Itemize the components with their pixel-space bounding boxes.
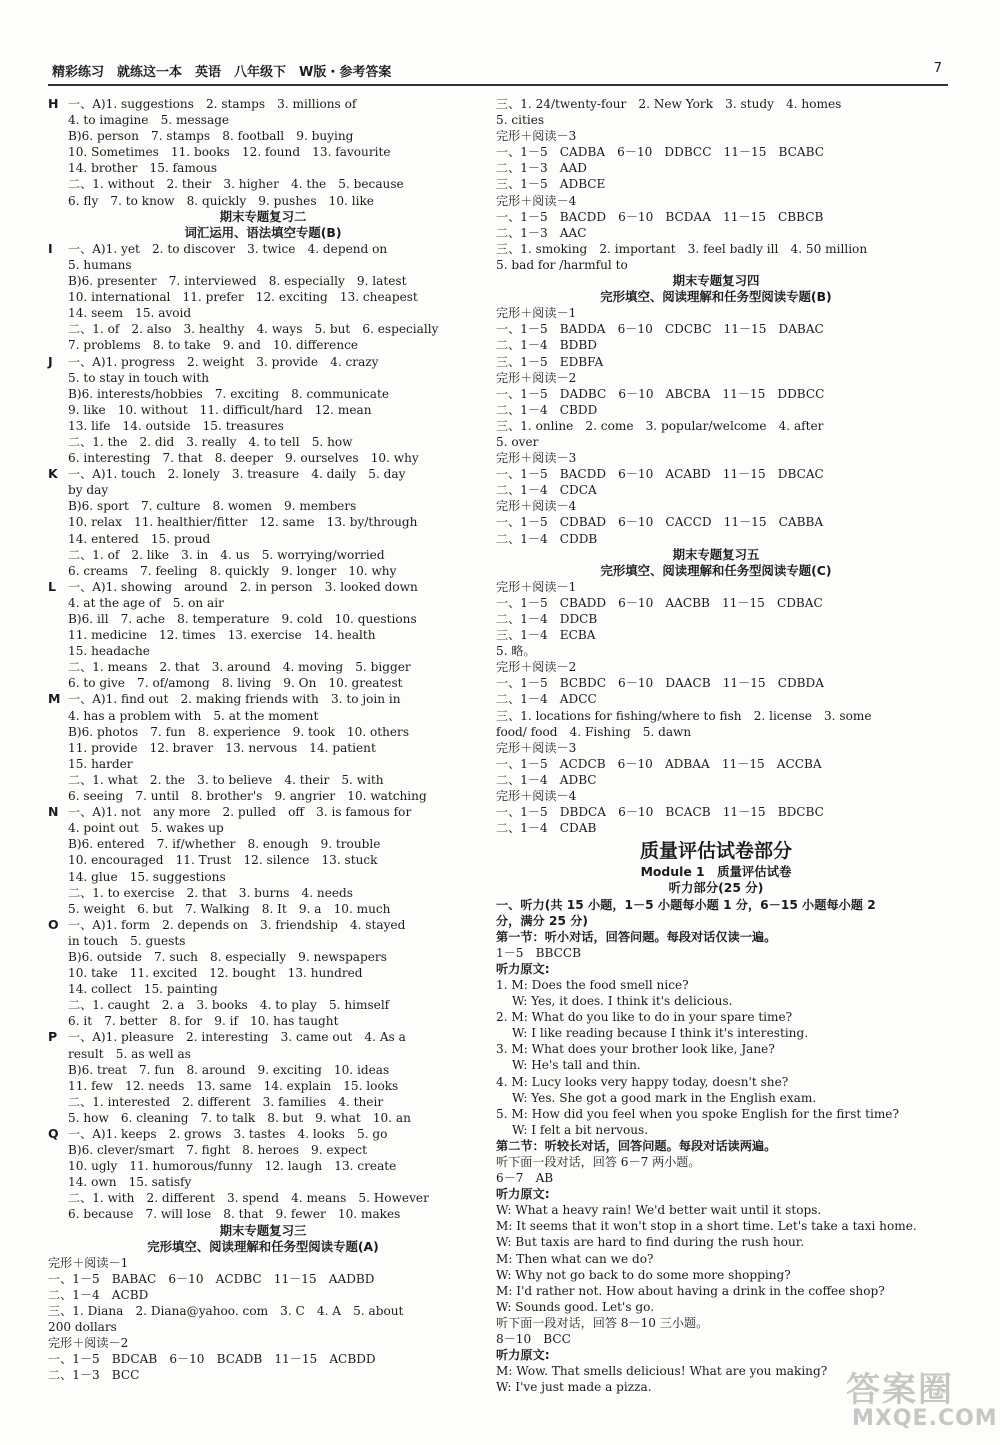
answer-line: in touch 5. guests — [68, 933, 186, 948]
answer-block-p — [48, 1029, 478, 1126]
answer-line: 三、1－4 ECBA — [496, 628, 596, 643]
answer-line: 一、1－5 CADBA 6－10 DDBCC 11－15 BCABC — [496, 145, 824, 160]
answer-line: 完形＋阅读－4 — [496, 193, 577, 208]
answer-line: B)6. presenter 7. interviewed 8. especially 9. latest — [68, 274, 407, 289]
page-header — [48, 58, 948, 80]
answer-line: 9. like 10. without 11. difficult/hard 12. mean — [68, 402, 372, 417]
answer-line: 二、1－4 CDDB — [496, 531, 598, 546]
answer-line: 10. relax 11. healthier/fitter 12. same 13. by/through — [68, 515, 418, 530]
answer-line: 3. M: What does your brother look like, Jane? — [496, 1042, 775, 1057]
answer-line: result 5. as well as — [68, 1046, 191, 1061]
answer-line: B)6. outside 7. such 8. especially 9. newspapers — [68, 949, 387, 964]
answer-line: 5. 略。 — [496, 644, 536, 659]
answer-line: 第二节：听较长对话，回答问题。每段对话读两遍。 — [496, 1138, 777, 1153]
answer-line: 11. medicine 12. times 13. exercise 14. health — [68, 628, 376, 643]
answer-block-l — [48, 579, 478, 692]
heading-line: 期末专题复习二 — [219, 208, 307, 224]
block-letter: O — [48, 916, 59, 932]
answer-line: 三、1. smoking 2. important 3. feel badly ill 4. 50 million — [496, 241, 868, 256]
page-number: 7 — [933, 61, 942, 76]
answer-line: 完形＋阅读－3 — [496, 740, 577, 755]
answer-line: 一、1－5 BADDA 6－10 CDCBC 11－15 DABAC — [496, 322, 824, 337]
answer-line: 6. fly 7. to know 8. quickly 9. pushes 10. like — [68, 193, 374, 208]
answer-line: 二、1. interested 2. different 3. families 4. their — [68, 1094, 384, 1109]
watermark-url: MXQE.COM — [852, 1406, 998, 1431]
answer-line: 5. how 6. cleaning 7. to talk 8. but 9. what 10. an — [68, 1110, 411, 1125]
answer-line: 二、1. caught 2. a 3. books 4. to play 5. himself — [68, 998, 390, 1013]
section-heading — [496, 864, 936, 896]
answer-line: 一、1－5 ACDCB 6－10 ADBAA 11－15 ACCBA — [496, 756, 822, 771]
block-letter: N — [48, 804, 59, 820]
answer-line: 4. has a problem with 5. at the moment — [68, 708, 319, 723]
answer-line: 完形＋阅读－3 — [496, 451, 577, 466]
answer-line: 5. M: How did you feel when you spoke English for the first time? — [496, 1106, 899, 1121]
answer-line: 一、1－5 BACDD 6－10 BCDAA 11－15 CBBCB — [496, 209, 824, 224]
answer-line: 二、1－3 AAD — [496, 161, 587, 176]
answer-line: W: But taxis are hard to find during the rush hour. — [496, 1235, 805, 1250]
answer-line: M: Then what can we do? — [496, 1251, 654, 1266]
answer-line: 200 dollars — [48, 1320, 117, 1335]
answer-line: 14. brother 15. famous — [68, 161, 218, 176]
answer-line: 6. interesting 7. that 8. deeper 9. ourselves 10. why — [68, 451, 419, 466]
answer-line: 一、1－5 BCBDC 6－10 DAACB 11－15 CDBDA — [496, 676, 824, 691]
answer-line: 一、A)1. find out 2. making friends with 3. to join in — [68, 692, 401, 707]
answer-line: B)6. interests/hobbies 7. exciting 8. communicate — [68, 386, 389, 401]
answer-line: W: What a heavy rain! We'd better wait until it stops. — [496, 1203, 822, 1218]
answer-line: 三、1. Diana 2. Diana@yahoo. com 3. C 4. A 5. about — [48, 1304, 404, 1319]
answer-line: 一、1－5 BABAC 6－10 ACDBC 11－15 AADBD — [48, 1271, 375, 1286]
answer-block-k — [48, 466, 478, 579]
section-heading — [48, 1223, 478, 1255]
answer-block-h — [48, 96, 478, 209]
answer-line: 6－7 AB — [496, 1171, 554, 1186]
answer-line: B)6. sport 7. culture 8. women 9. members — [68, 499, 357, 514]
answer-line: 完形＋阅读－1 — [496, 579, 577, 594]
answer-line: 听下面一段对话，回答 6－7 两小题。 — [496, 1155, 701, 1169]
answer-line: 二、1. of 2. also 3. healthy 4. ways 5. but 6. especially — [68, 322, 439, 337]
answer-line: W: I felt a bit nervous. — [496, 1122, 649, 1137]
answer-line: 二、1. of 2. like 3. in 4. us 5. worrying/worried — [68, 547, 385, 562]
answer-line: 三、1－5 EDBFA — [496, 354, 604, 369]
answer-line: 三、1－5 ADBCE — [496, 177, 606, 192]
heading-line: 期末专题复习五 — [672, 546, 760, 562]
answer-line: 2. M: What do you like to do in your spare time? — [496, 1010, 793, 1025]
answer-line: 二、1－4 CBDD — [496, 402, 598, 417]
section-heading — [48, 209, 478, 241]
answer-line: 一、A)1. form 2. depends on 3. friendship 4. stayed — [68, 917, 406, 932]
answer-line: 完形＋阅读－3 — [496, 129, 577, 144]
watermark — [842, 1362, 998, 1438]
heading-line: 完形填空、阅读理解和任务型阅读专题(A) — [147, 1238, 379, 1254]
section-heading — [496, 547, 936, 579]
section-heading — [496, 838, 936, 864]
answer-line: 13. life 14. outside 15. treasures — [68, 418, 284, 433]
answer-block-q — [48, 1126, 478, 1223]
answer-line: 11. few 12. needs 13. same 14. explain 15. looks — [68, 1078, 399, 1093]
answer-line: 分，满分 25 分) — [496, 913, 588, 928]
answer-line: 5. humans — [68, 257, 132, 272]
section-heading — [496, 273, 936, 305]
answer-line: 一、A)1. suggestions 2. stamps 3. millions of — [68, 97, 357, 111]
answer-line: 二、1. to exercise 2. that 3. burns 4. needs — [68, 885, 353, 900]
answer-line: 4. M: Lucy looks very happy today, doesn't she? — [496, 1074, 789, 1089]
answer-line: 15. headache — [68, 644, 150, 659]
answer-line: 10. take 11. excited 12. bought 13. hundred — [68, 966, 363, 981]
answer-line: 一、A)1. progress 2. weight 3. provide 4. crazy — [68, 354, 379, 369]
answer-line: 完形＋阅读－1 — [496, 306, 577, 321]
answer-line: 二、1. means 2. that 3. around 4. moving 5. bigger — [68, 660, 411, 675]
heading-line: 听力部分(25 分) — [668, 880, 764, 896]
answer-line: 听力原文: — [496, 961, 550, 976]
answer-line: 5. over — [496, 434, 539, 449]
block-letter: L — [48, 578, 56, 594]
heading-line: 词汇运用、语法填空专题(B) — [184, 224, 342, 240]
answer-line: 听力原文: — [496, 1348, 550, 1363]
heading-line: 期末专题复习四 — [672, 273, 760, 289]
answer-line: 二、1. without 2. their 3. higher 4. the 5. because — [68, 177, 404, 192]
answer-line: M: It seems that it won't stop in a short time. Let's take a taxi home. — [496, 1219, 917, 1234]
heading-line: 质量评估试卷部分 — [639, 840, 792, 863]
answer-line: B)6. ill 7. ache 8. temperature 9. cold 10. questions — [68, 612, 417, 626]
answer-line: 听力原文: — [496, 1187, 550, 1202]
answer-line: food/ food 4. Fishing 5. dawn — [496, 724, 692, 739]
answer-line: 14. own 15. satisfy — [68, 1175, 192, 1190]
answer-line: 完形＋阅读－1 — [48, 1255, 129, 1270]
answer-block — [496, 897, 936, 1396]
answer-line: B)6. photos 7. fun 8. experience 9. took 10. others — [68, 724, 410, 739]
answer-line: 一、1－5 DBDCA 6－10 BCACB 11－15 BDCBC — [496, 805, 824, 820]
answer-line: 完形＋阅读－2 — [496, 370, 577, 385]
answer-line: 二、1. with 2. different 3. spend 4. means 5. However — [68, 1191, 429, 1206]
heading-line: 完形填空、阅读理解和任务型阅读专题(B) — [600, 289, 832, 305]
answer-line: B)6. person 7. stamps 8. football 9. buying — [68, 129, 354, 144]
block-letter: J — [48, 353, 53, 369]
answer-line: 完形＋阅读－2 — [496, 660, 577, 675]
answer-line: 二、1－4 DDCB — [496, 612, 598, 626]
answer-line: 5. weight 6. but 7. Walking 8. It 9. a 10. much — [68, 901, 391, 916]
answer-line: W: Yes, it does. I think it's delicious. — [496, 994, 733, 1009]
answer-line: 1－5 BBCCB — [496, 945, 581, 960]
answer-line: 14. seem 15. avoid — [68, 306, 192, 321]
answer-line: 三、1. locations for fishing/where to fish 2. license 3. some — [496, 708, 872, 723]
answer-line: B)6. entered 7. if/whether 8. enough 9. trouble — [68, 837, 381, 852]
header-rule — [48, 84, 948, 86]
answer-line: 完形＋阅读－4 — [496, 789, 577, 804]
answer-line: 一、1－5 CDBAD 6－10 CACCD 11－15 CABBA — [496, 515, 824, 530]
answer-line: 10. Sometimes 11. books 12. found 13. favourite — [68, 145, 391, 160]
answer-line: 二、1－4 ADCC — [496, 692, 597, 707]
answer-line: 7. problems 8. to take 9. and 10. difference — [68, 338, 359, 353]
answer-line: 一、听力(共 15 小题，1－5 小题每小题 1 分，6－15 小题每小题 2 — [496, 897, 876, 912]
answer-line: 一、A)1. showing around 2. in person 3. looked down — [68, 579, 418, 594]
answer-line: 一、1－5 DADBC 6－10 ABCBA 11－15 DDBCC — [496, 386, 825, 401]
answer-line: 10. ugly 11. humorous/funny 12. laugh 13. create — [68, 1159, 397, 1174]
answer-line: B)6. clever/smart 7. fight 8. heroes 9. expect — [68, 1143, 367, 1158]
answer-line: 二、1－4 CDCA — [496, 483, 597, 498]
answer-line: 5. to stay in touch with — [68, 370, 210, 385]
answer-line: W: Sounds good. Let's go. — [496, 1299, 655, 1314]
answer-line: 三、1. 24/twenty-four 2. New York 3. study 4. homes — [496, 97, 842, 111]
answer-line: 10. international 11. prefer 12. exciting 13. cheapest — [68, 290, 418, 305]
answer-line: 一、A)1. not any more 2. pulled off 3. is famous for — [68, 805, 412, 820]
answer-line: 完形＋阅读－4 — [496, 499, 577, 514]
answer-line: 一、A)1. keeps 2. grows 3. tastes 4. looks 5. go — [68, 1127, 388, 1141]
answer-line: by day — [68, 483, 109, 498]
answer-line: 一、1－5 CBADD 6－10 AACBB 11－15 CDBAC — [496, 595, 823, 610]
answer-block — [496, 579, 936, 837]
answer-line: W: Yes. She got a good mark in the English exam. — [496, 1090, 817, 1105]
answer-line: 4. point out 5. wakes up — [68, 821, 224, 836]
answer-line: 4. at the age of 5. on air — [68, 595, 224, 610]
answer-line: 10. encouraged 11. Trust 12. silence 13. stuck — [68, 853, 378, 868]
answer-line: M: Wow. That smells delicious! What are you making? — [496, 1364, 828, 1379]
header-title: 精彩练习 就练这一本 英语 八年级下 W版・参考答案 — [52, 65, 392, 80]
answer-line: 二、1－4 CDAB — [496, 821, 597, 836]
answer-line: 1. M: Does the food smell nice? — [496, 977, 689, 992]
answer-line: 第一节：听小对话，回答问题。每段对话仅读一遍。 — [496, 929, 777, 944]
answer-line: W: He's tall and thin. — [496, 1058, 641, 1073]
answer-line: 二、1. what 2. the 3. to believe 4. their 5. with — [68, 772, 384, 787]
answer-block — [496, 96, 936, 273]
answer-line: 一、A)1. touch 2. lonely 3. treasure 4. daily 5. day — [68, 467, 406, 482]
block-letter: P — [48, 1029, 58, 1045]
answer-line: 14. glue 15. suggestions — [68, 869, 226, 884]
answer-line: 11. provide 12. braver 13. nervous 14. patient — [68, 740, 376, 755]
answer-line: 一、A)1. yet 2. to discover 3. twice 4. depend on — [68, 241, 388, 256]
answer-line: 听下面一段对话，回答 8－10 三小题。 — [496, 1315, 709, 1330]
answer-block-j — [48, 354, 478, 467]
heading-line: 期末专题复习三 — [219, 1222, 307, 1238]
answer-line: 14. collect 15. painting — [68, 982, 218, 997]
heading-line: 完形填空、阅读理解和任务型阅读专题(C) — [600, 562, 832, 578]
answer-line: 三、1. online 2. come 3. popular/welcome 4. after — [496, 418, 824, 433]
answer-line: 一、1－5 BDCAB 6－10 BCADB 11－15 ACBDD — [48, 1352, 376, 1367]
answer-line: 15. harder — [68, 756, 133, 771]
answer-line: M: I'd rather not. How about having a drink in the coffee shop? — [496, 1283, 885, 1298]
answer-line: 5. cities — [496, 113, 545, 128]
answer-line: 二、1－4 ACBD — [48, 1287, 149, 1302]
answer-line: 一、A)1. pleasure 2. interesting 3. came out 4. As a — [68, 1030, 406, 1045]
answer-block-m — [48, 691, 478, 804]
answer-line: 二、1－4 ADBC — [496, 772, 597, 787]
watermark-logo: 答案圈 — [846, 1370, 954, 1410]
left-column — [48, 96, 478, 1384]
answer-line: 二、1－3 BCC — [48, 1368, 140, 1383]
heading-line: Module 1 质量评估试卷 — [640, 864, 792, 880]
answer-line: 二、1－4 BDBD — [496, 338, 597, 353]
answer-line: 6. it 7. better 8. for 9. if 10. has taught — [68, 1014, 339, 1029]
answer-line: 一、1－5 BACDD 6－10 ACABD 11－15 DBCAC — [496, 467, 824, 482]
block-letter: M — [48, 691, 61, 707]
answer-line: 6. creams 7. feeling 8. quickly 9. longer 10. why — [68, 563, 397, 578]
answer-line: W: Why not go back to do some more shopping? — [496, 1267, 791, 1282]
answer-line: 14. entered 15. proud — [68, 531, 211, 546]
answer-block-i — [48, 241, 478, 354]
block-letter: I — [48, 240, 53, 256]
answer-line: 4. to imagine 5. message — [68, 113, 230, 128]
answer-block-o — [48, 917, 478, 1030]
answer-line: W: I've just made a pizza. — [496, 1380, 652, 1395]
answer-line: 完形＋阅读－2 — [48, 1336, 129, 1351]
answer-line: 二、1－3 AAC — [496, 225, 587, 240]
block-letter: H — [48, 96, 59, 111]
answer-block — [48, 1255, 478, 1384]
answer-line: 6. to give 7. of/among 8. living 9. On 10. greatest — [68, 676, 403, 691]
answer-line: B)6. treat 7. fun 8. around 9. exciting 10. ideas — [68, 1062, 390, 1077]
right-column — [496, 96, 936, 1395]
answer-line: 5. bad for /harmful to — [496, 257, 628, 272]
answer-block-n — [48, 804, 478, 917]
block-letter: K — [48, 466, 58, 482]
answer-line: W: I like reading because I think it's interesting. — [496, 1026, 809, 1041]
answer-line: 6. because 7. will lose 8. that 9. fewer 10. makes — [68, 1207, 401, 1222]
answer-line: 二、1. the 2. did 3. really 4. to tell 5. how — [68, 434, 353, 449]
answer-block — [496, 305, 936, 546]
block-letter: Q — [48, 1126, 59, 1141]
answer-line: 6. seeing 7. until 8. brother's 9. angrier 10. watching — [68, 789, 427, 804]
answer-line: 8－10 BCC — [496, 1332, 571, 1347]
